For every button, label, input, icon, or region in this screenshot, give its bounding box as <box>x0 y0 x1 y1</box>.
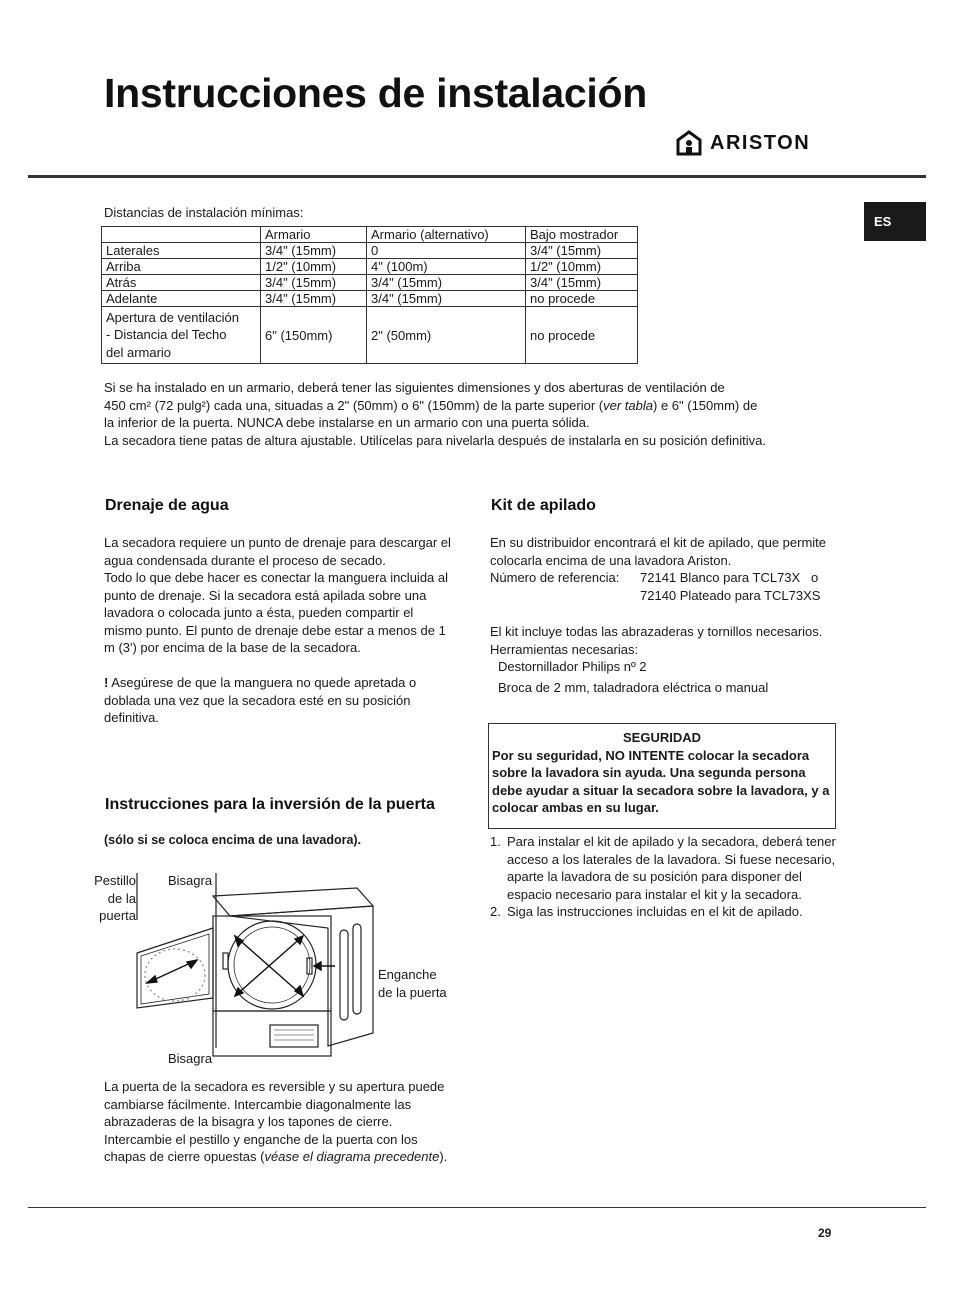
catch-label <box>378 966 447 1001</box>
list-item <box>490 903 840 921</box>
vent-label-line: Apertura de ventilación <box>106 309 239 325</box>
text-line <box>104 397 844 415</box>
table-header-cell: Armario <box>261 227 367 243</box>
label-line: puerta <box>99 908 136 923</box>
text-line: La secadora tiene patas de altura ajustable. Utilícelas para nivelarla después de instalarla en su posición definitiva. <box>104 432 766 448</box>
step-text: Para instalar el kit de apilado y la secadora, deberá tener acceso a los laterales de la lavadora. Si fuese necesario, aparte la lavadora de su posición para disponer del espacio necesario para instalar el kit y la secadora. <box>507 834 836 902</box>
table-row <box>102 291 638 307</box>
reference-value: 72141 Blanco para TCL73X o <box>640 570 819 585</box>
safety-title: SEGURIDAD <box>622 730 701 745</box>
table-cell <box>102 307 261 364</box>
table-cell: 0 <box>367 243 526 259</box>
footer-divider <box>28 1207 926 1208</box>
table-cell: 3/4" (15mm) <box>526 275 638 291</box>
tool-item: Destornillador Philips nº 2 <box>498 659 647 674</box>
table-cell: Atrás <box>102 275 261 291</box>
label-line: Enganche <box>378 967 437 982</box>
distances-table <box>101 226 638 364</box>
table-cell: 3/4" (15mm) <box>261 291 367 307</box>
table-row <box>102 307 638 364</box>
hinge-top-label: Bisagra <box>168 873 213 888</box>
table-cell: 3/4" (15mm) <box>261 275 367 291</box>
diagram-reference: véase el diagrama precedente <box>264 1149 440 1164</box>
header-divider <box>28 175 926 178</box>
hinge-bottom-label: Bisagra <box>168 1051 213 1066</box>
distances-caption: Distancias de instalación mínimas: <box>104 205 304 220</box>
drain-paragraph: La secadora requiere un punto de drenaje para descargar el agua condensada durante el proceso de secado. <box>104 535 451 568</box>
table-cell: Adelante <box>102 291 261 307</box>
door-paragraph <box>104 1078 454 1166</box>
table-cell: 6" (150mm) <box>261 307 367 364</box>
drain-warning <box>104 674 454 727</box>
step-text: Siga las instrucciones incluidas en el kit de apilado. <box>507 904 803 919</box>
text-span: ). <box>439 1149 448 1164</box>
text-line: la inferior de la puerta. NUNCA debe instalarse en un armario con una puerta sólida. <box>104 415 590 430</box>
vent-label-line: - Distancia del Techo <box>106 327 227 343</box>
table-row <box>102 243 638 259</box>
table-row <box>102 259 638 275</box>
text-line: Si se ha instalado en un armario, deberá tener las siguientes dimensiones y dos aberturas de ventilación de <box>104 380 725 395</box>
table-cell: no procede <box>526 307 638 364</box>
drain-paragraph: Todo lo que debe hacer es conectar la manguera incluida al punto de drenaje. Si la secadora está apilada sobre una lavadora o colocada junto a ésta, pueden compartir el mismo punto. El punto de drenaje debe estar a menos de 1 m (3') por encima de la base de la secadora. <box>104 570 449 655</box>
table-cell: no procede <box>526 291 638 307</box>
label-line: de la puerta <box>378 984 447 1000</box>
cabinet-paragraph <box>104 379 844 449</box>
label-line: de la <box>107 890 136 906</box>
brand-logo <box>676 128 810 158</box>
warning-text: Asegúrese de que la manguera no quede apretada o doblada una vez que la secadora esté en su posición definitiva. <box>104 675 417 725</box>
ariston-house-icon <box>676 130 702 156</box>
page-number: 29 <box>818 1226 832 1240</box>
table-header-row <box>102 227 638 243</box>
reference-label: Número de referencia: <box>490 570 620 585</box>
table-reference: ver tabla <box>603 397 653 413</box>
table-cell: 2" (50mm) <box>367 307 526 364</box>
stacking-steps <box>490 833 840 921</box>
table-cell: 3/4" (15mm) <box>367 291 526 307</box>
stacking-paragraph: En su distribuidor encontrará el kit de apilado, que permite colocarla encima de una lavadora Ariston. <box>490 535 827 568</box>
safety-text: Por su seguridad, NO INTENTE colocar la secadora sobre la lavadora sin ayuda. Una segunda persona debe ayudar a situar la secadora sobre la lavadora, y a colocar ambas en su lugar. <box>492 747 830 815</box>
step-number: 2. <box>490 904 501 919</box>
dryer-door-diagram <box>125 858 375 1070</box>
text-span: ) e 6" (150mm) de <box>653 397 758 413</box>
drain-heading: Drenaje de agua <box>105 497 229 514</box>
table-cell: 4" (100m) <box>367 259 526 275</box>
table-header-cell <box>102 227 261 243</box>
tools-label: Herramientas necesarias: <box>490 641 639 657</box>
door-heading: Instrucciones para la inversión de la puerta <box>105 796 435 813</box>
warning-mark: ! <box>104 675 109 690</box>
language-tab[interactable]: ES <box>864 202 926 241</box>
table-cell: 1/2" (10mm) <box>526 259 638 275</box>
table-cell: 3/4" (15mm) <box>526 243 638 259</box>
table-row <box>102 275 638 291</box>
door-subheading: (sólo si se coloca encima de una lavadora). <box>104 833 362 847</box>
page-title: Instrucciones de instalación <box>104 70 647 116</box>
list-item <box>490 833 840 903</box>
table-cell: Laterales <box>102 243 261 259</box>
reference-row <box>490 569 840 587</box>
vent-label-line: del armario <box>106 344 172 360</box>
step-number: 1. <box>490 834 501 849</box>
table-cell: Arriba <box>102 259 261 275</box>
text-span: La puerta de la secadora es reversible y su apertura puede cambiarse fácilmente. Intercambie diagonalmente las abrazaderas de la bisagra y los tapones de cierre. Intercambie el pestillo y enganche de la puerta con los chapas de cierre opuestas ( <box>104 1079 445 1164</box>
table-header-cell: Bajo mostrador <box>526 227 638 243</box>
table-header-cell: Armario (alternativo) <box>367 227 526 243</box>
text-span: 450 cm² (72 pulg²) cada una, situadas a 2" (50mm) o 6" (150mm) de la parte superior ( <box>104 397 604 413</box>
tool-item: Broca de 2 mm, taladradora eléctrica o manual <box>498 679 769 695</box>
reference-value: 72140 Plateado para TCL73XS <box>640 587 821 603</box>
label-line: Pestillo <box>94 873 136 888</box>
stacking-heading: Kit de apilado <box>491 497 596 514</box>
brand-name: ARISTON <box>710 131 811 154</box>
table-cell: 3/4" (15mm) <box>367 275 526 291</box>
stacking-paragraph: El kit incluye todas las abrazaderas y tornillos necesarios. <box>490 624 823 639</box>
safety-box <box>488 723 836 829</box>
drain-section <box>104 534 454 727</box>
table-cell: 3/4" (15mm) <box>261 243 367 259</box>
table-cell: 1/2" (10mm) <box>261 259 367 275</box>
stacking-section <box>490 534 840 696</box>
